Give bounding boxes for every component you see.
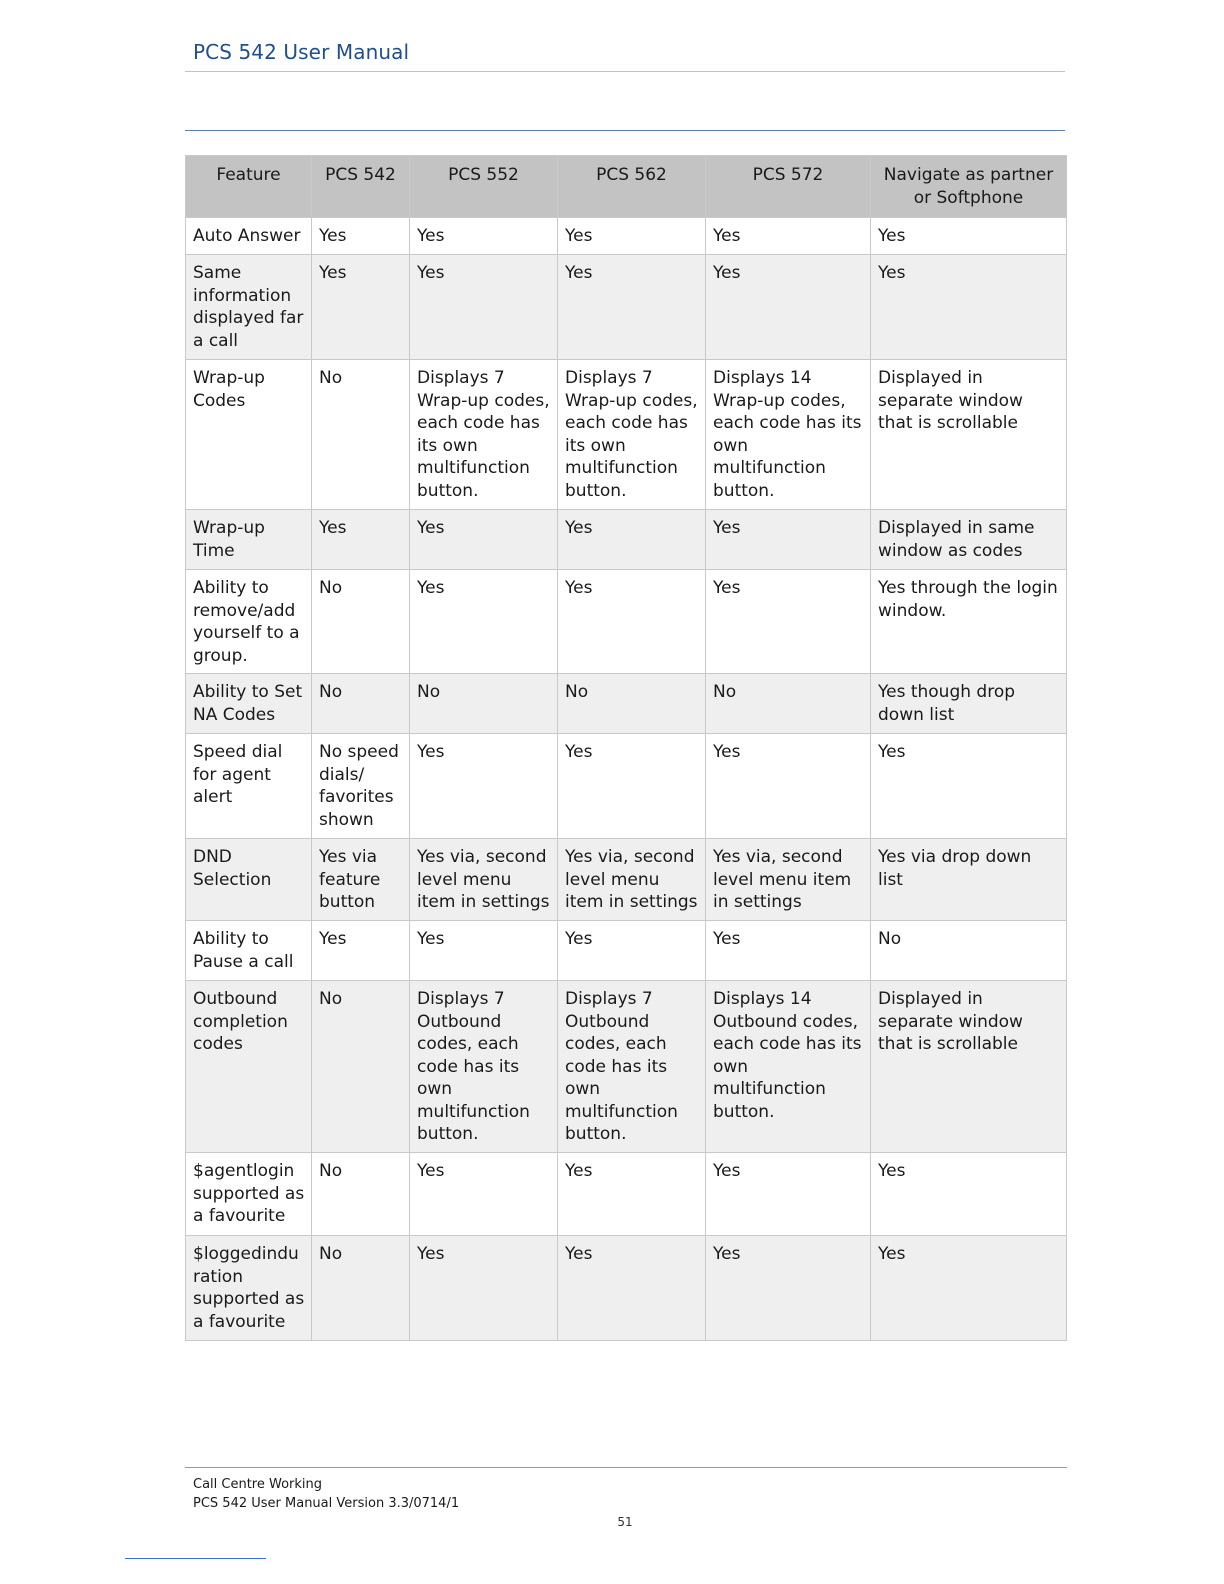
table-cell: Yes bbox=[558, 1236, 706, 1341]
table-row bbox=[186, 570, 1067, 674]
footer-section-name: Call Centre Working bbox=[193, 1477, 323, 1492]
table-cell: No bbox=[871, 921, 1067, 981]
table-cell: No bbox=[706, 674, 871, 734]
column-header: PCS 562 bbox=[558, 156, 706, 218]
table-cell: Yes via, second level menu item in settings bbox=[558, 839, 706, 921]
table-cell: Yes bbox=[410, 218, 558, 255]
table-cell: Yes bbox=[558, 255, 706, 360]
table-cell: Displays 14 Wrap-up codes, each code has its own multifunction button. bbox=[706, 360, 871, 510]
table-row bbox=[186, 1236, 1067, 1341]
table-cell: Yes bbox=[410, 510, 558, 570]
table-cell: Displays 7 Outbound codes, each code has its own multifunction button. bbox=[558, 981, 706, 1153]
table-row bbox=[186, 734, 1067, 839]
table-row bbox=[186, 360, 1067, 510]
table-row bbox=[186, 981, 1067, 1153]
table-cell: No bbox=[312, 570, 410, 674]
table-cell: Yes bbox=[871, 734, 1067, 839]
table-cell: Ability to Pause a call bbox=[186, 921, 312, 981]
table-cell: $agentlogin supported as a favourite bbox=[186, 1153, 312, 1236]
table-cell: Yes bbox=[706, 570, 871, 674]
table-cell: Yes bbox=[706, 1236, 871, 1341]
table-cell: Wrap-up Codes bbox=[186, 360, 312, 510]
table-cell: No bbox=[312, 981, 410, 1153]
footer-document-version: PCS 542 User Manual Version 3.3/0714/1 bbox=[193, 1496, 460, 1511]
footer-divider bbox=[185, 1467, 1067, 1468]
table-cell: Wrap-up Time bbox=[186, 510, 312, 570]
table-cell: Yes bbox=[706, 1153, 871, 1236]
table-cell: Yes bbox=[410, 1153, 558, 1236]
table-row bbox=[186, 674, 1067, 734]
table-cell: Yes bbox=[706, 734, 871, 839]
table-cell: No bbox=[558, 674, 706, 734]
table-cell: Displays 14 Outbound codes, each code has its own multifunction button. bbox=[706, 981, 871, 1153]
table-cell: Displayed in separate window that is scrollable bbox=[871, 981, 1067, 1153]
table-cell: Yes bbox=[312, 921, 410, 981]
table-cell: $loggedinduration supported as a favourite bbox=[186, 1236, 312, 1341]
page-number: 51 bbox=[617, 1515, 633, 1529]
table-cell: Auto Answer bbox=[186, 218, 312, 255]
table-row bbox=[186, 510, 1067, 570]
table-cell: Yes bbox=[871, 1236, 1067, 1341]
table-cell: Yes bbox=[871, 1153, 1067, 1236]
table-cell: Displays 7 Outbound codes, each code has its own multifunction button. bbox=[410, 981, 558, 1153]
table-cell: Yes via drop down list bbox=[871, 839, 1067, 921]
table-cell: Yes via feature button bbox=[312, 839, 410, 921]
table-cell: Yes bbox=[410, 734, 558, 839]
table-row bbox=[186, 921, 1067, 981]
table-cell: Yes via, second level menu item in settings bbox=[410, 839, 558, 921]
table-cell: DND Selection bbox=[186, 839, 312, 921]
table-row bbox=[186, 218, 1067, 255]
table-cell: Ability to remove/add yourself to a group. bbox=[186, 570, 312, 674]
table-cell: Yes bbox=[706, 510, 871, 570]
column-header: Navigate as partner or Softphone bbox=[871, 156, 1067, 218]
section-divider bbox=[185, 130, 1065, 131]
table-cell: Yes bbox=[312, 510, 410, 570]
table-cell: No bbox=[312, 1236, 410, 1341]
table-cell: Yes bbox=[410, 921, 558, 981]
table-cell: Yes bbox=[558, 1153, 706, 1236]
table-cell: Yes bbox=[312, 255, 410, 360]
table-cell: No bbox=[312, 674, 410, 734]
table-cell: Yes bbox=[410, 1236, 558, 1341]
table-cell: Yes bbox=[706, 921, 871, 981]
table-cell: Yes bbox=[558, 510, 706, 570]
table-cell: Yes bbox=[410, 255, 558, 360]
table-cell: Outbound completion codes bbox=[186, 981, 312, 1153]
table-cell: Displayed in same window as codes bbox=[871, 510, 1067, 570]
table-cell: Yes bbox=[706, 218, 871, 255]
table-cell: Displays 7 Wrap-up codes, each code has its own multifunction button. bbox=[410, 360, 558, 510]
table-cell: Yes bbox=[558, 734, 706, 839]
table-cell: Ability to Set NA Codes bbox=[186, 674, 312, 734]
footnote-separator bbox=[125, 1558, 266, 1559]
table-row bbox=[186, 1153, 1067, 1236]
table-cell: Displays 7 Wrap-up codes, each code has its own multifunction button. bbox=[558, 360, 706, 510]
page-header-title: PCS 542 User Manual bbox=[193, 40, 410, 64]
header-divider bbox=[185, 71, 1065, 72]
table-header-row bbox=[186, 156, 1067, 218]
table-cell: Yes though drop down list bbox=[871, 674, 1067, 734]
table-cell: Yes via, second level menu item in settings bbox=[706, 839, 871, 921]
table-cell: Yes bbox=[706, 255, 871, 360]
table-row bbox=[186, 255, 1067, 360]
table-cell: No speed dials/ favorites shown bbox=[312, 734, 410, 839]
table-cell: No bbox=[312, 1153, 410, 1236]
column-header: PCS 542 bbox=[312, 156, 410, 218]
table-cell: Yes bbox=[558, 218, 706, 255]
table-cell: Yes bbox=[558, 921, 706, 981]
column-header: PCS 552 bbox=[410, 156, 558, 218]
table-cell: Speed dial for agent alert bbox=[186, 734, 312, 839]
table-cell: Displayed in separate window that is scrollable bbox=[871, 360, 1067, 510]
table-cell: No bbox=[312, 360, 410, 510]
table-row bbox=[186, 839, 1067, 921]
table-cell: Yes bbox=[871, 218, 1067, 255]
column-header: Feature bbox=[186, 156, 312, 218]
feature-comparison-table bbox=[185, 155, 1067, 1341]
table-cell: Same information displayed far a call bbox=[186, 255, 312, 360]
table-cell: No bbox=[410, 674, 558, 734]
table-cell: Yes bbox=[558, 570, 706, 674]
table-cell: Yes bbox=[410, 570, 558, 674]
table-cell: Yes bbox=[312, 218, 410, 255]
column-header: PCS 572 bbox=[706, 156, 871, 218]
table-cell: Yes through the login window. bbox=[871, 570, 1067, 674]
table-cell: Yes bbox=[871, 255, 1067, 360]
